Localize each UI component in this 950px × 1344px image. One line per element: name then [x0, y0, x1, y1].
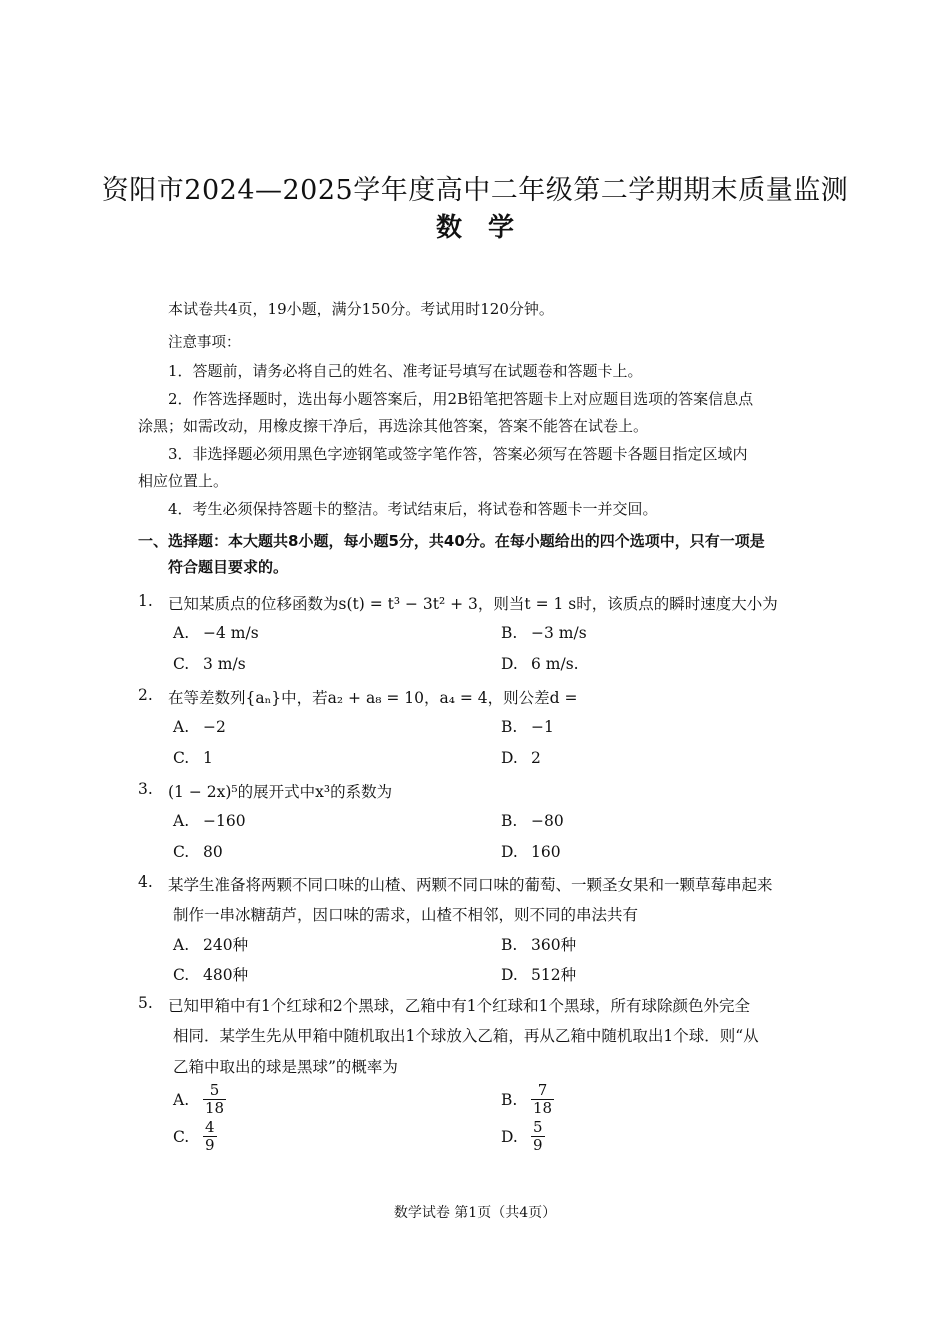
option-label: B.	[501, 624, 518, 642]
option-label: C.	[173, 655, 190, 673]
question-stem-continued: 乙箱中取出的球是黑球”的概率为	[173, 1058, 398, 1076]
option-d	[501, 1119, 545, 1154]
option-b	[501, 812, 564, 830]
question-stem: (1 − 2x)⁵的展开式中x³的系数为	[168, 783, 393, 801]
question-number: 1.	[138, 592, 153, 610]
option-label: D.	[501, 655, 518, 673]
fraction-denominator: 9	[533, 1136, 543, 1154]
option-text: 80	[203, 843, 223, 861]
notice-item: 2．作答选择题时，选出每小题答案后，用2B铅笔把答题卡上对应题目选项的答案信息点	[168, 390, 754, 408]
option-c	[173, 1119, 217, 1154]
option-text: 512种	[531, 966, 577, 984]
option-label: D.	[501, 749, 518, 767]
option-label: D.	[501, 843, 518, 861]
fraction-numerator: 7	[537, 1081, 548, 1099]
question-stem-continued: 制作一串冰糖葫芦，因口味的需求，山楂不相邻，则不同的串法共有	[173, 906, 639, 924]
option-a	[173, 933, 248, 955]
fraction-numerator: 5	[533, 1118, 543, 1136]
question-stem: 已知某质点的位移函数为s(t) = t³ − 3t² + 3，则当t = 1 s时，该质点的瞬时速度大小为	[168, 595, 778, 613]
section-heading: 一、选择题：本大题共8小题，每小题5分，共40分。在每小题给出的四个选项中，只有一项是	[138, 532, 765, 550]
option-text: 240种	[203, 936, 249, 954]
option-label: B.	[501, 936, 518, 954]
exam-subject: 数学	[435, 213, 540, 243]
option-a	[173, 812, 246, 830]
option-label: B.	[501, 718, 518, 736]
option-c	[173, 749, 213, 767]
option-label: C.	[173, 843, 190, 861]
page-footer: 数学试卷 第1页（共4页）	[393, 1205, 557, 1221]
option-b	[501, 624, 587, 642]
option-label: A.	[173, 936, 190, 954]
option-text: −2	[203, 718, 226, 736]
question-number: 2.	[138, 686, 153, 704]
notice-item: 3．非选择题必须用黑色字迹钢笔或签字笔作答，答案必须写在答题卡各题目指定区域内	[168, 445, 748, 463]
notice-item-continued: 相应位置上。	[138, 472, 229, 490]
notice-item: 4．考生必须保持答题卡的整洁。考试结束后，将试卷和答题卡一并交回。	[168, 500, 658, 518]
notice-heading: 注意事项：	[168, 335, 241, 351]
option-b	[501, 718, 554, 736]
option-text: −80	[531, 812, 564, 830]
option-text: −3 m/s	[531, 624, 587, 642]
question-stem-continued: 相同．某学生先从甲箱中随机取出1个球放入乙箱，再从乙箱中随机取出1个球．则“从	[173, 1027, 759, 1045]
fraction-denominator: 18	[205, 1099, 225, 1117]
option-a	[173, 1082, 226, 1117]
fraction	[531, 1119, 545, 1154]
option-text: −160	[203, 812, 246, 830]
option-text: 1	[203, 749, 213, 767]
option-label: B.	[501, 1090, 518, 1109]
question-number: 4.	[138, 873, 153, 891]
option-label: B.	[501, 812, 518, 830]
option-d	[501, 963, 576, 985]
option-c	[173, 655, 246, 673]
option-label: C.	[173, 749, 190, 767]
option-a	[173, 718, 226, 736]
option-c	[173, 843, 223, 861]
option-text: 480种	[203, 966, 249, 984]
option-b	[501, 933, 576, 955]
option-label: A.	[173, 624, 190, 642]
option-d	[501, 655, 579, 673]
exam-intro: 本试卷共4页，19小题，满分150分。考试用时120分钟。	[168, 300, 554, 318]
question-stem: 在等差数列{aₙ}中，若a₂ + a₈ = 10，a₄ = 4，则公差d =	[168, 689, 578, 707]
option-a	[173, 624, 259, 642]
option-text: 6 m/s.	[531, 655, 579, 673]
question-stem: 已知甲箱中有1个红球和2个黑球，乙箱中有1个红球和1个黑球，所有球除颜色外完全	[168, 997, 750, 1015]
option-text: 360种	[531, 936, 577, 954]
option-text: 160	[531, 843, 561, 861]
option-label: C.	[173, 1127, 190, 1146]
notice-item-continued: 涂黑；如需改动，用橡皮擦干净后，再选涂其他答案，答案不能答在试卷上。	[138, 417, 649, 435]
fraction	[203, 1082, 226, 1117]
question-number: 3.	[138, 780, 153, 798]
option-text: 3 m/s	[203, 655, 246, 673]
fraction-numerator: 4	[205, 1118, 215, 1136]
option-d	[501, 843, 561, 861]
notice-item: 1．答题前，请务必将自己的姓名、准考证号填写在试题卷和答题卡上。	[168, 362, 643, 380]
option-c	[173, 963, 248, 985]
option-label: A.	[173, 718, 190, 736]
question-number: 5.	[138, 994, 153, 1012]
fraction	[531, 1082, 554, 1117]
option-text: −4 m/s	[203, 624, 259, 642]
section-heading-continued: 符合题目要求的。	[168, 558, 289, 576]
fraction-denominator: 9	[205, 1136, 215, 1154]
option-b	[501, 1082, 554, 1117]
option-label: C.	[173, 966, 190, 984]
fraction	[203, 1119, 217, 1154]
option-text: 2	[531, 749, 541, 767]
option-label: D.	[501, 1127, 518, 1146]
fraction-numerator: 5	[209, 1081, 220, 1099]
option-label: A.	[173, 1090, 190, 1109]
option-label: D.	[501, 966, 518, 984]
option-label: A.	[173, 812, 190, 830]
option-text: −1	[531, 718, 554, 736]
question-stem: 某学生准备将两颗不同口味的山楂、两颗不同口味的葡萄、一颗圣女果和一颗草莓串起来	[168, 876, 773, 894]
fraction-denominator: 18	[533, 1099, 553, 1117]
exam-title: 资阳市2024—2025学年度高中二年级第二学期期末质量监测	[101, 175, 849, 206]
option-d	[501, 749, 541, 767]
